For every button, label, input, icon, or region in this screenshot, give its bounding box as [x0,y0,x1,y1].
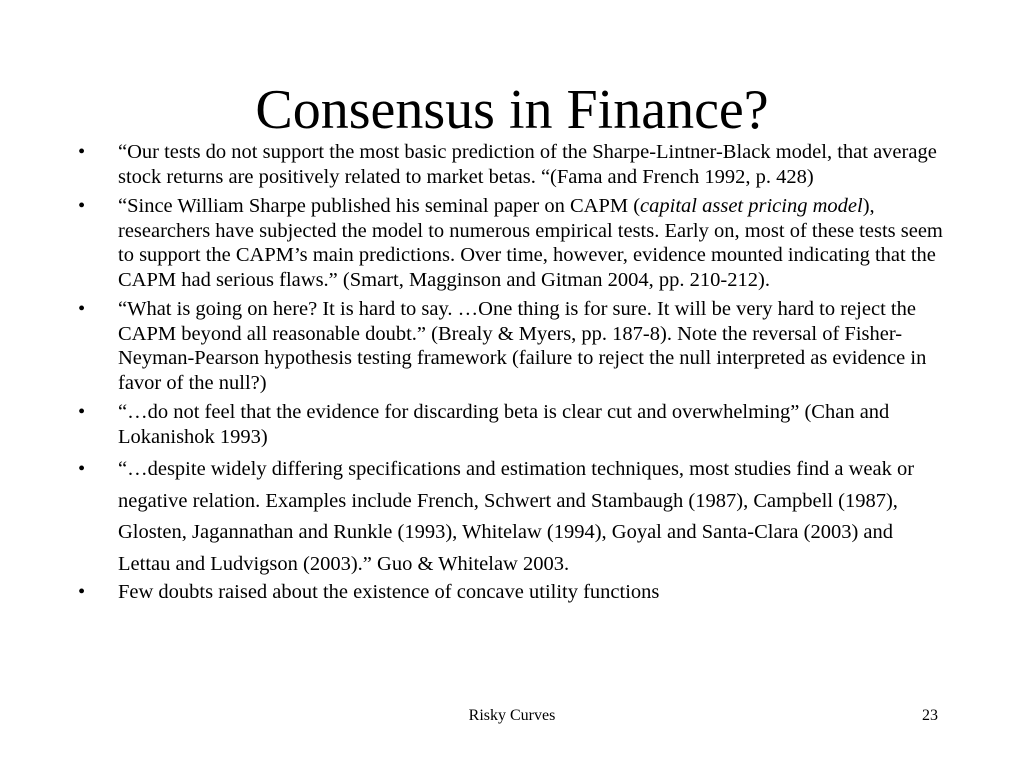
bullet-text [118,298,926,394]
page-number: 23 [922,707,938,724]
bullet-text [118,458,914,575]
bullet-text [118,141,937,188]
bullet-item [78,194,948,292]
bullet-marker: • [78,298,86,320]
bullet-item [78,580,948,605]
bullet-list [78,140,948,610]
footer-title: Risky Curves [468,707,556,724]
bullet-text-segment: “Our tests do not support the most basic prediction of the Sharpe-Lintner-Black model, that average stock returns are positively related to market betas. “(Fama and French 1992, p. 428) [118,141,937,188]
bullet-item [78,297,948,395]
bullet-text [118,195,943,291]
bullet-text-segment: “Since William Sharpe published his seminal paper on CAPM ( [118,195,641,217]
bullet-marker: • [78,458,86,480]
bullet-text [118,401,889,448]
bullet-marker: • [78,401,86,423]
bullet-text-segment: “…do not feel that the evidence for discarding beta is clear cut and overwhelming” (Chan and Lokanishok 1993) [118,401,890,448]
bullet-marker: • [78,141,86,163]
bullet-marker: • [78,581,86,603]
bullet-item [78,454,948,580]
bullet-text-segment: ), researchers have subjected the model to numerous empirical tests. Early on, most of these tests seem to support the CAPM’s main predictions. Over time, however, evidence mounted indicating that the CAPM had serious flaws.” (Smart, Magginson and Gitman 2004, pp. 210-212). [118,195,943,291]
bullet-text-segment: “What is going on here? It is hard to say. …One thing is for sure. It will be very hard to reject the CAPM beyond all reasonable doubt.” (Brealy & Myers, pp. 187-8). Note the reversal of Fisher-Neyman-Pearson hypothesis testing framework (failure to reject the null interpreted as evidence in favor of the null?) [118,298,927,394]
bullet-text-segment: Few doubts raised about the existence of concave utility functions [118,581,660,603]
bullet-item [78,140,948,189]
bullet-item [78,400,948,449]
slide-title: Consensus in Finance? [255,79,769,141]
bullet-text-segment: “…despite widely differing specifications and estimation techniques, most studies find a weak or negative relation. Examples include French, Schwert and Stambaugh (1987), Campbell (1987), Glosten, Jagannathan and Runkle (1993), Whitelaw (1994), Goyal and Santa-Clara (2003) and Lettau and Ludvigson (2003).” Guo & Whitelaw 2003. [118,458,915,575]
bullet-marker: • [78,195,86,217]
bullet-text [118,581,659,603]
bullet-text-italic: capital asset pricing model [640,195,863,217]
